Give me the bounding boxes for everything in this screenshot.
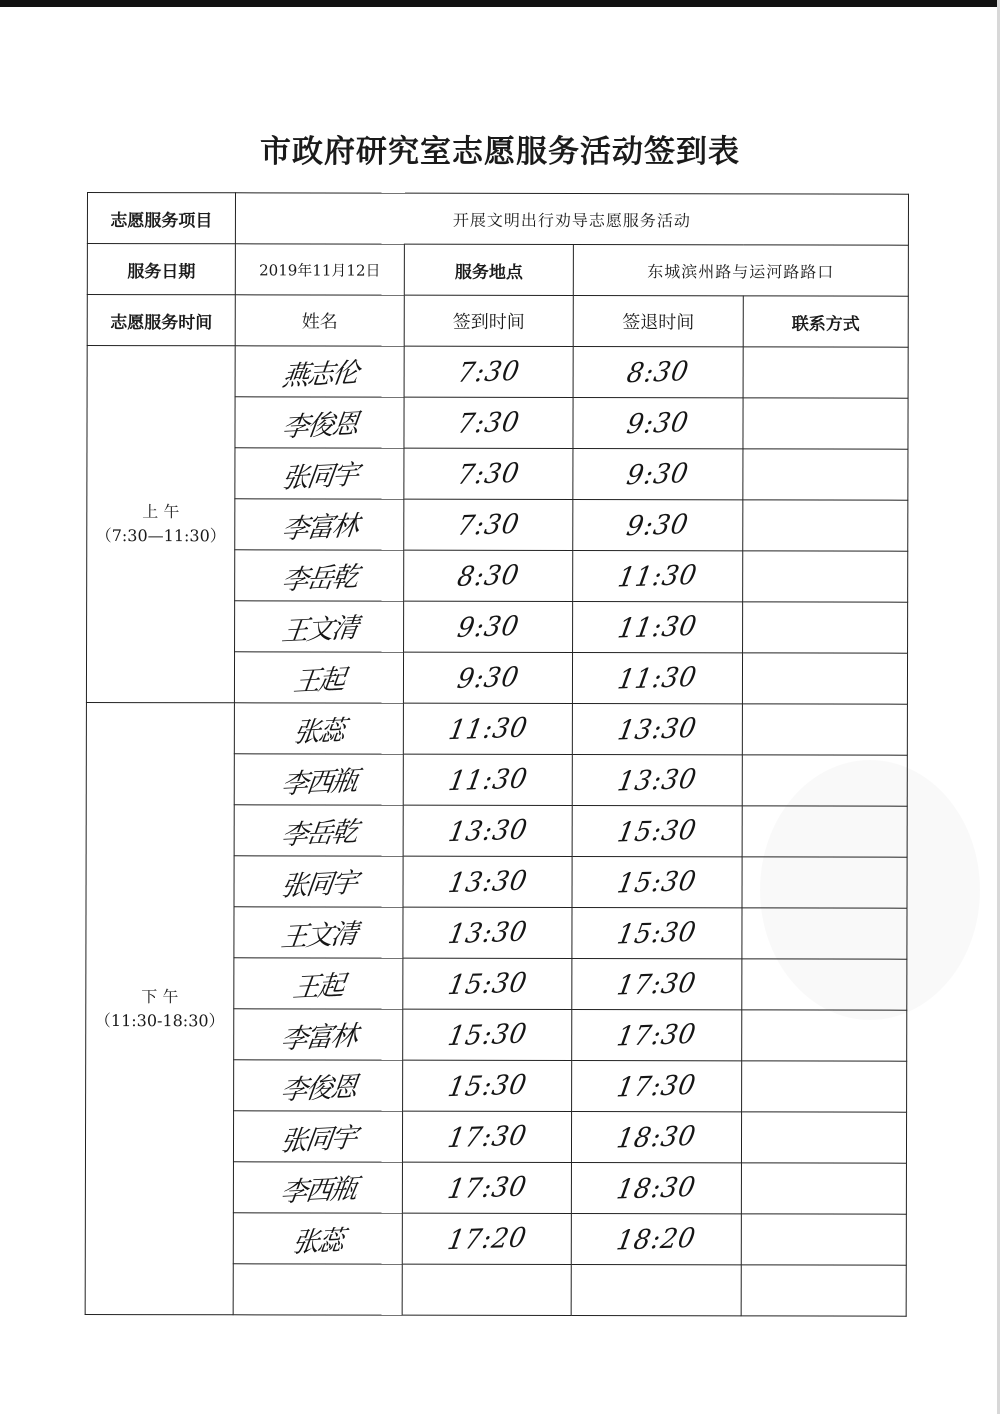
signature-sign-in-time: 8:30: [454, 559, 522, 593]
signature-sign-in-time: 17:20: [444, 1221, 529, 1256]
signature-name: 李富林: [279, 510, 359, 546]
cell-out: [572, 755, 742, 806]
cell-name: [235, 601, 404, 652]
signature-sign-out-time: 15:30: [614, 865, 700, 900]
signature-sign-out-time: 18:30: [614, 1120, 699, 1155]
cell-out: [571, 1214, 741, 1265]
signature-name: 李俊恩: [278, 1071, 358, 1107]
period-label: 上 午: [142, 502, 180, 522]
cell-out: [572, 1061, 742, 1112]
cell-in: [403, 652, 572, 703]
signature-name: 李西瓶: [278, 1173, 357, 1209]
scan-top-border: [0, 0, 1000, 7]
cell-name: [234, 958, 403, 1009]
signature-name: 王起: [291, 663, 346, 698]
signature-name: 李岳乾: [279, 561, 359, 597]
cell-in: [403, 703, 572, 754]
cell-name: [234, 754, 403, 805]
cell-contact: [742, 908, 907, 959]
cell-in: [402, 1111, 571, 1162]
cell-out: [573, 398, 743, 449]
signature-sign-in-time: 7:30: [455, 406, 522, 440]
cell-in: [402, 1264, 571, 1315]
sign-in-table: [85, 192, 909, 1317]
location-label: 服务地点: [404, 244, 573, 295]
signature-name: 张同宇: [278, 867, 358, 903]
cell-in: [403, 1009, 572, 1060]
cell-out: [572, 704, 742, 755]
signature-sign-in-time: 7:30: [454, 508, 522, 542]
signature-sign-out-time: 9:30: [624, 457, 692, 491]
cell-name: [234, 907, 403, 958]
signature-sign-out-time: 17:30: [614, 1069, 699, 1104]
signature-sign-in-time: 13:30: [445, 864, 530, 899]
project-row: [87, 193, 908, 246]
cell-name: [234, 805, 403, 856]
cell-name: [235, 397, 404, 448]
cell-in: [404, 550, 573, 601]
cell-contact: [742, 1061, 907, 1112]
signature-name: 李富林: [278, 1020, 358, 1056]
project-value: 开展文明出行劝导志愿服务活动: [235, 193, 908, 245]
cell-contact: [742, 755, 907, 806]
cell-contact: [743, 500, 908, 551]
column-header-row: [87, 295, 908, 348]
signature-sign-in-time: 15:30: [445, 1068, 530, 1103]
cell-contact: [741, 1265, 906, 1316]
cell-in: [403, 907, 572, 958]
signature-sign-out-time: 11:30: [615, 559, 700, 594]
cell-contact: [742, 959, 907, 1010]
column-header-sign-in: 签到时间: [404, 295, 573, 346]
cell-out: [572, 806, 742, 857]
cell-contact: [742, 653, 907, 704]
signature-name: 王起: [291, 969, 345, 1004]
signature-sign-in-time: 7:30: [454, 457, 522, 491]
signature-sign-out-time: 9:30: [624, 508, 692, 542]
column-header-sign-out: 签退时间: [573, 296, 743, 347]
signature-sign-out-time: 17:30: [614, 967, 699, 1002]
cell-name: [235, 550, 404, 601]
cell-name: [233, 1111, 402, 1162]
cell-in: [403, 958, 572, 1009]
cell-contact: [742, 704, 907, 755]
cell-out: [572, 959, 742, 1010]
signature-sign-out-time: 8:30: [624, 355, 692, 389]
cell-contact: [743, 449, 908, 500]
signature-name: 李俊恩: [279, 408, 359, 444]
signature-sign-in-time: 13:30: [445, 813, 530, 848]
signature-sign-out-time: 18:20: [614, 1222, 699, 1257]
cell-in: [404, 397, 573, 448]
signature-name: 张蕊: [291, 714, 346, 749]
signature-name: 李岳乾: [278, 816, 358, 852]
signature-sign-out-time: 17:30: [614, 1018, 699, 1053]
signature-sign-in-time: 11:30: [445, 711, 530, 746]
cell-contact: [743, 398, 908, 449]
signature-sign-in-time: 9:30: [454, 661, 522, 695]
signature-sign-out-time: 18:30: [614, 1171, 699, 1206]
cell-in: [403, 754, 572, 805]
cell-out: [571, 1163, 741, 1214]
signature-name: 张同宇: [278, 1122, 358, 1158]
cell-name: [233, 1162, 402, 1213]
signature-sign-out-time: 15:30: [615, 814, 700, 849]
signature-sign-in-time: 13:30: [445, 915, 530, 950]
cell-in: [404, 448, 573, 499]
cell-name: [235, 448, 404, 499]
cell-name: [233, 1264, 402, 1315]
cell-name: [233, 1213, 402, 1264]
cell-out: [572, 653, 742, 704]
cell-in: [404, 499, 573, 550]
signature-name: 张同宇: [279, 459, 359, 495]
project-label: 志愿服务项目: [87, 193, 235, 244]
signature-name: 王文清: [278, 918, 358, 954]
cell-name: [234, 703, 403, 754]
cell-out: [572, 908, 742, 959]
cell-contact: [741, 1163, 906, 1214]
cell-contact: [741, 1214, 906, 1265]
cell-out: [573, 500, 743, 551]
table-row: [87, 346, 908, 399]
cell-out: [573, 602, 743, 653]
signature-sign-out-time: 15:30: [614, 916, 700, 951]
date-value: 2019年11月12日: [235, 244, 404, 295]
cell-name: [234, 1009, 403, 1060]
signature-sign-in-time: 17:30: [444, 1170, 530, 1205]
period-cell-morning: [86, 346, 235, 703]
cell-contact: [743, 347, 908, 398]
signature-name: 李西瓶: [278, 765, 358, 801]
signature-name: 燕志伦: [279, 357, 359, 393]
page-title: 市政府研究室志愿服务活动签到表: [260, 134, 740, 170]
signature-sign-in-time: 17:30: [444, 1119, 530, 1154]
date-location-row: [87, 244, 908, 297]
signature-sign-out-time: 11:30: [615, 610, 700, 645]
period-label: 下 午: [141, 986, 179, 1006]
column-header-time: 志愿服务时间: [87, 295, 235, 346]
signature-sign-in-time: 15:30: [445, 966, 530, 1001]
cell-in: [404, 346, 573, 397]
period-cell-afternoon: [85, 702, 234, 1314]
cell-contact: [743, 551, 908, 602]
location-value: 东城滨州路与运河路路口: [573, 245, 908, 297]
cell-out: [573, 347, 743, 398]
table-row: [86, 702, 907, 755]
signature-sign-out-time: 13:30: [615, 763, 700, 798]
cell-contact: [742, 806, 907, 857]
cell-contact: [741, 1112, 906, 1163]
cell-in: [402, 1213, 571, 1264]
signature-sign-out-time: 13:30: [615, 712, 700, 747]
cell-contact: [743, 602, 908, 653]
cell-out: [573, 551, 743, 602]
cell-name: [235, 499, 404, 550]
cell-out: [572, 857, 742, 908]
signature-name: 张蕊: [290, 1224, 345, 1259]
cell-contact: [742, 1010, 907, 1061]
signature-name: 王文清: [279, 612, 359, 648]
sign-in-table-body: [85, 193, 908, 1317]
cell-in: [403, 1060, 572, 1111]
period-range: （11:30-18:30）: [94, 1010, 225, 1030]
cell-out: [571, 1112, 741, 1163]
cell-out: [571, 1265, 741, 1316]
signature-sign-in-time: 7:30: [455, 355, 523, 389]
date-label: 服务日期: [87, 244, 235, 295]
period-range: （7:30—11:30）: [95, 526, 226, 546]
column-header-contact: 联系方式: [743, 296, 908, 347]
cell-name: [234, 856, 403, 907]
signature-sign-out-time: 11:30: [615, 661, 700, 696]
cell-out: [573, 449, 743, 500]
signature-sign-in-time: 9:30: [454, 610, 522, 644]
cell-out: [572, 1010, 742, 1061]
signature-sign-out-time: 9:30: [624, 406, 692, 440]
signature-sign-in-time: 15:30: [445, 1017, 530, 1052]
cell-in: [403, 805, 572, 856]
cell-in: [404, 601, 573, 652]
column-header-name: 姓名: [235, 295, 404, 346]
cell-name: [234, 652, 403, 703]
cell-in: [402, 1162, 571, 1213]
cell-in: [403, 856, 572, 907]
signature-sign-in-time: 11:30: [445, 762, 530, 797]
cell-name: [234, 1060, 403, 1111]
cell-name: [235, 346, 404, 397]
cell-contact: [742, 857, 907, 908]
